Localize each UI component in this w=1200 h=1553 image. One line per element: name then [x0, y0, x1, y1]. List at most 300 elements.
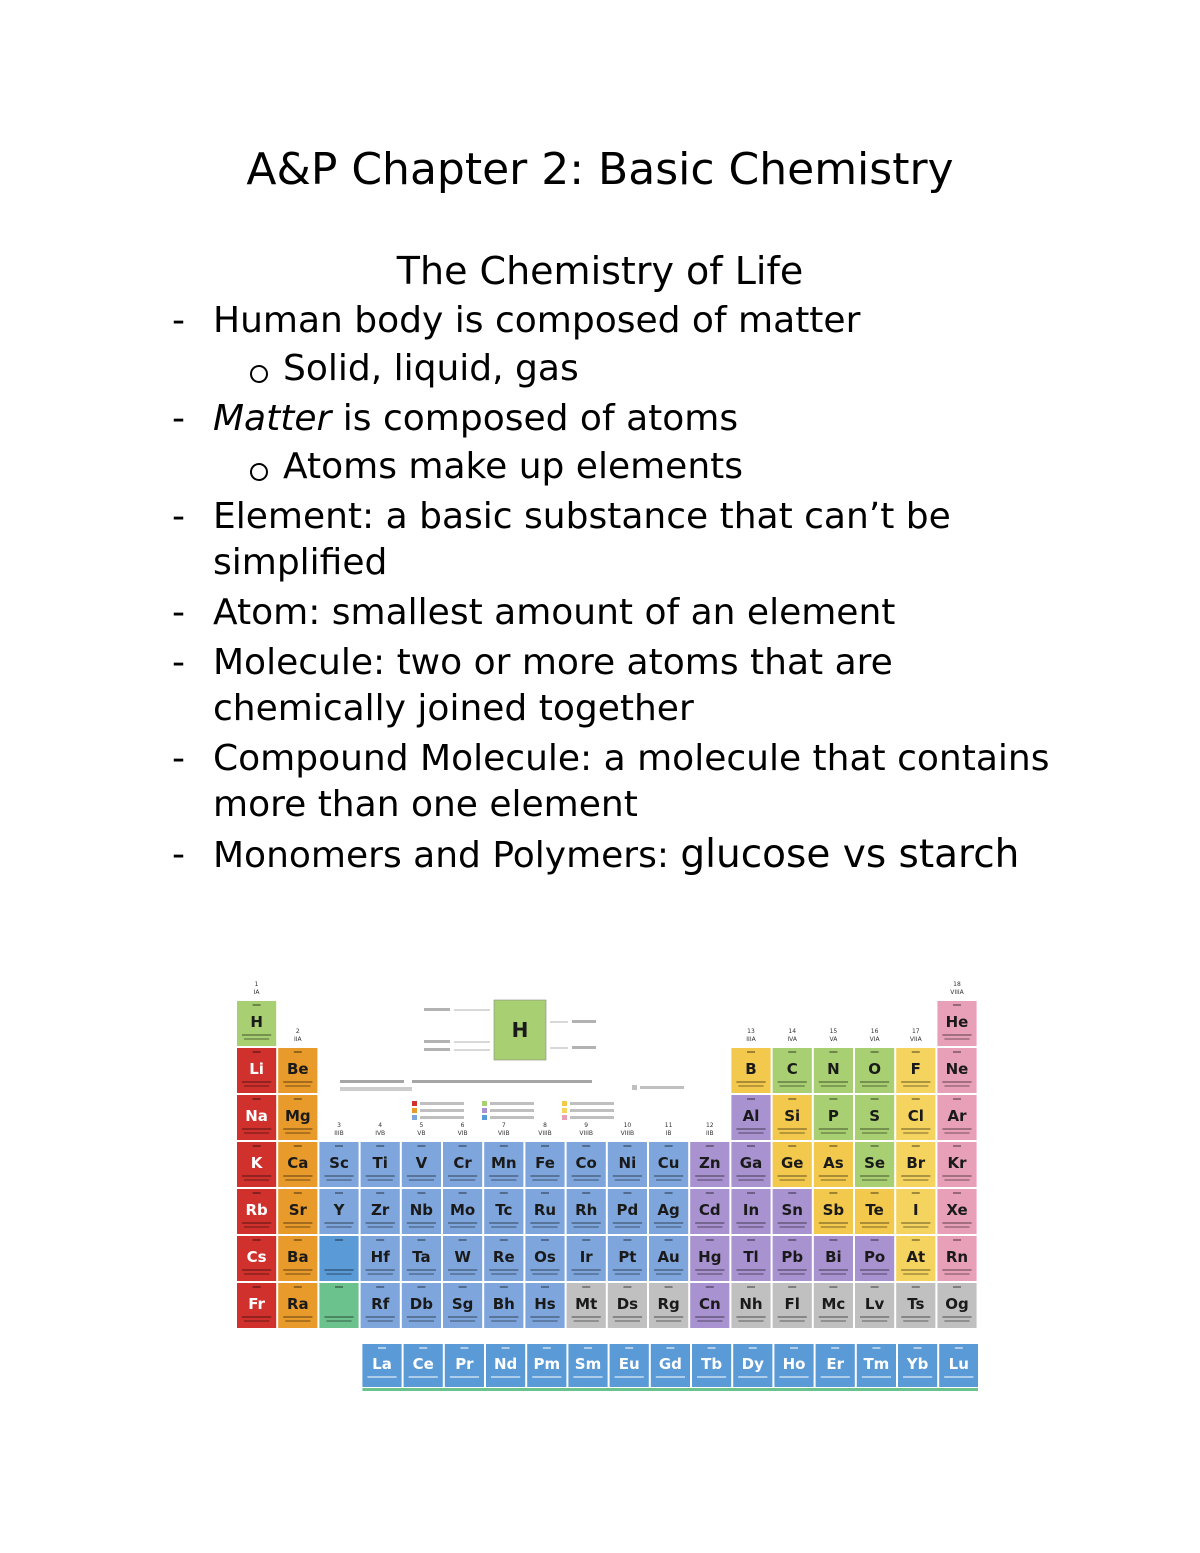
element-Ti-number-mark [376, 1145, 384, 1147]
element-Au-symbol: Au [657, 1248, 680, 1266]
element-Zr-caption-mark [366, 1222, 395, 1224]
group-label: VIIB [497, 1130, 510, 1137]
element-Ca-caption-mark [285, 1179, 310, 1181]
lanthanide-caption-mark [409, 1376, 438, 1378]
element-C-symbol: C [786, 1060, 798, 1078]
group-label: 15 [829, 1028, 838, 1035]
element-Co-caption-mark [572, 1175, 601, 1177]
element-Sn-symbol: Sn [781, 1201, 803, 1219]
group-label: 17 [911, 1028, 920, 1035]
element-Rn-number-mark [953, 1239, 961, 1241]
element-Hs-caption-mark [530, 1316, 559, 1318]
element-Ir-number-mark [582, 1239, 590, 1241]
element-Pb-number-mark [788, 1239, 796, 1241]
element-Mg-caption-mark [285, 1132, 310, 1134]
element-series-caption-mark [324, 1269, 353, 1271]
element-Cl-caption-mark [901, 1128, 930, 1130]
group-label: 4 [378, 1122, 383, 1129]
element-He-caption-mark [944, 1038, 969, 1040]
element-Ba-symbol: Ba [287, 1248, 309, 1266]
group-label: 11 [664, 1122, 673, 1129]
bullet-text: Compound Molecule: a molecule that contains more than one element [213, 738, 1050, 825]
lanthanide-caption-mark [779, 1376, 808, 1378]
element-Ds-caption-mark [613, 1316, 642, 1318]
lanthanide-symbol: Sm [574, 1355, 602, 1373]
element-Rh-caption-mark [572, 1222, 601, 1224]
element-Zn-number-mark [706, 1145, 714, 1147]
element-Rh-number-mark [582, 1192, 590, 1194]
element-F-caption-mark [903, 1085, 928, 1087]
legend-caption-mark [424, 1040, 450, 1043]
element-Al-number-mark [747, 1098, 755, 1100]
element-Se-number-mark [871, 1145, 879, 1147]
dash-marker: - [172, 738, 185, 779]
element-Se-symbol: Se [864, 1154, 886, 1172]
element-As-caption-mark [821, 1179, 846, 1181]
lanthanide-number-mark [460, 1347, 468, 1349]
actinide-row-strip [362, 1388, 978, 1391]
element-B-symbol: B [745, 1060, 757, 1078]
element-Po-caption-mark [862, 1273, 887, 1275]
element-Tl-number-mark [747, 1239, 755, 1241]
element-Og-caption-mark [944, 1320, 969, 1322]
legend-key-symbol: H [511, 1018, 529, 1042]
element-At-symbol: At [906, 1248, 926, 1266]
lanthanide-symbol: Dy [741, 1355, 764, 1373]
element-Lv-caption-mark [862, 1320, 887, 1322]
page-title: A&P Chapter 2: Basic Chemistry [246, 144, 954, 195]
element-Mg-caption-mark [283, 1128, 312, 1130]
element-Rb-caption-mark [242, 1222, 271, 1224]
lanthanide-number-mark [502, 1347, 510, 1349]
element-Br-symbol: Br [906, 1154, 926, 1172]
element-Ba-caption-mark [285, 1273, 310, 1275]
element-Ga-symbol: Ga [739, 1154, 763, 1172]
legend-caption-mark [420, 1102, 464, 1105]
lanthanide-number-mark [419, 1347, 427, 1349]
sub-bullet-text: Atoms make up elements [283, 446, 744, 487]
element-Ca-symbol: Ca [287, 1154, 309, 1172]
dash-marker: - [172, 398, 185, 439]
lanthanide-caption-mark [862, 1376, 891, 1378]
element-Cu-caption-mark [656, 1179, 681, 1181]
bullet-text: Atom: smallest amount of an element [213, 592, 896, 633]
element-Y-symbol: Y [333, 1201, 345, 1219]
element-I-caption-mark [901, 1222, 930, 1224]
element-F-number-mark [912, 1051, 920, 1053]
legend-swatch [412, 1115, 417, 1120]
element-Bi-caption-mark [821, 1273, 846, 1275]
legend-caption-mark [424, 1048, 450, 1051]
group-label: 12 [705, 1122, 714, 1129]
element-Fr-caption-mark [244, 1320, 269, 1322]
element-Sc-caption-mark [324, 1175, 353, 1177]
element-He-number-mark [953, 1004, 961, 1006]
element-Au-caption-mark [656, 1273, 681, 1275]
element-Rn-caption-mark [944, 1273, 969, 1275]
element-Po-symbol: Po [863, 1248, 886, 1266]
lanthanide-caption-mark [656, 1376, 685, 1378]
element-Mo-caption-mark [450, 1226, 475, 1228]
element-C-number-mark [788, 1051, 796, 1053]
element-Hg-caption-mark [697, 1273, 722, 1275]
element-Xe-symbol: Xe [946, 1201, 968, 1219]
element-Pd-number-mark [623, 1192, 631, 1194]
element-Li-caption-mark [244, 1085, 269, 1087]
legend-caption-mark [420, 1116, 464, 1119]
group-label: IB [665, 1130, 672, 1137]
element-Ta-symbol: Ta [412, 1248, 431, 1266]
element-Nh-number-mark [747, 1286, 755, 1288]
element-Sc-number-mark [335, 1145, 343, 1147]
element-At-caption-mark [903, 1273, 928, 1275]
element-Sb-caption-mark [819, 1222, 848, 1224]
element-Y-caption-mark [324, 1222, 353, 1224]
group-label: VIIIB [579, 1130, 593, 1137]
element-Rf-symbol: Rf [371, 1295, 390, 1313]
dash-marker: - [172, 834, 185, 875]
element-Lv-symbol: Lv [864, 1295, 885, 1313]
group-label: 8 [543, 1122, 547, 1129]
element-Bh-number-mark [500, 1286, 508, 1288]
element-Li-number-mark [253, 1051, 261, 1053]
element-O-symbol: O [868, 1060, 881, 1078]
element-series-number-mark [335, 1239, 343, 1241]
element-Fe-caption-mark [530, 1175, 559, 1177]
element-Fe-number-mark [541, 1145, 549, 1147]
element-series-caption-mark [326, 1273, 351, 1275]
element-Sr-caption-mark [283, 1222, 312, 1224]
element-Ti-symbol: Ti [372, 1154, 388, 1172]
element-Cn-caption-mark [695, 1316, 724, 1318]
element-N-caption-mark [819, 1081, 848, 1083]
group-label: 1 [254, 981, 259, 988]
element-O-caption-mark [860, 1081, 889, 1083]
element-Ru-caption-mark [530, 1222, 559, 1224]
element-Zn-symbol: Zn [699, 1154, 721, 1172]
element-Ne-symbol: Ne [945, 1060, 969, 1078]
element-Ta-caption-mark [409, 1273, 434, 1275]
lanthanide-number-mark [749, 1347, 757, 1349]
element-Si-number-mark [788, 1098, 796, 1100]
element-Ra-symbol: Ra [286, 1295, 309, 1313]
element-Hg-number-mark [706, 1239, 714, 1241]
lanthanide-number-mark [955, 1347, 963, 1349]
element-Sr-symbol: Sr [288, 1201, 307, 1219]
bullet-atoms [172, 396, 1052, 442]
lanthanide-caption-mark [573, 1376, 602, 1378]
element-Cs-caption-mark [244, 1273, 269, 1275]
sub-bullet-text: Solid, liquid, gas [283, 348, 579, 389]
element-Ti-caption-mark [368, 1179, 393, 1181]
element-P-caption-mark [821, 1132, 846, 1134]
lanthanide-number-mark [790, 1347, 798, 1349]
element-Rf-caption-mark [368, 1320, 393, 1322]
lanthanide-caption-mark [532, 1376, 561, 1378]
legend-caption-mark [570, 1109, 614, 1112]
element-Kr-caption-mark [942, 1175, 971, 1177]
element-Mt-caption-mark [574, 1320, 599, 1322]
legend-caption-mark [490, 1102, 534, 1105]
element-Cl-number-mark [912, 1098, 920, 1100]
lanthanide-symbol: Ce [412, 1355, 434, 1373]
element-Ir-caption-mark [572, 1269, 601, 1271]
element-I-number-mark [912, 1192, 920, 1194]
element-Mg-symbol: Mg [284, 1107, 311, 1125]
element-Pt-symbol: Pt [618, 1248, 637, 1266]
element-Nh-caption-mark [736, 1316, 765, 1318]
element-S-caption-mark [860, 1128, 889, 1130]
element-Ca-caption-mark [283, 1175, 312, 1177]
group-label: IIIB [334, 1130, 344, 1137]
element-Db-caption-mark [407, 1316, 436, 1318]
element-Cr-number-mark [459, 1145, 467, 1147]
group-label: 9 [584, 1122, 589, 1129]
element-Ds-symbol: Ds [616, 1295, 639, 1313]
element-Og-number-mark [953, 1286, 961, 1288]
legend-caption-mark [340, 1087, 412, 1091]
element-Ni-caption-mark [613, 1175, 642, 1177]
group-label: IA [253, 989, 260, 996]
lanthanide-symbol: Pr [455, 1355, 474, 1373]
periodic-table-image [232, 975, 978, 1400]
legend-swatch [482, 1101, 487, 1106]
element-Zr-number-mark [376, 1192, 384, 1194]
element-Os-caption-mark [530, 1269, 559, 1271]
element-Rb-number-mark [253, 1192, 261, 1194]
element-Db-number-mark [417, 1286, 425, 1288]
legend-swatch [562, 1108, 567, 1113]
element-Be-caption-mark [285, 1085, 310, 1087]
element-Ds-number-mark [623, 1286, 631, 1288]
lanthanide-symbol: Tm [863, 1355, 890, 1373]
element-Mg-number-mark [294, 1098, 302, 1100]
element-Tl-caption-mark [738, 1273, 763, 1275]
element-Hf-caption-mark [368, 1273, 393, 1275]
element-Cd-caption-mark [697, 1226, 722, 1228]
element-H-symbol: H [250, 1013, 263, 1031]
element-Cl-symbol: Cl [907, 1107, 924, 1125]
element-Rb-symbol: Rb [245, 1201, 268, 1219]
element-H-caption-mark [244, 1038, 269, 1040]
element-Pt-caption-mark [613, 1269, 642, 1271]
element-Ag-number-mark [665, 1192, 673, 1194]
legend-swatch [482, 1108, 487, 1113]
lanthanide-caption-mark [491, 1376, 520, 1378]
element-Mo-caption-mark [448, 1222, 477, 1224]
element-As-caption-mark [819, 1175, 848, 1177]
lanthanide-symbol: La [372, 1355, 392, 1373]
element-H-caption-mark [242, 1034, 271, 1036]
element-Sr-number-mark [294, 1192, 302, 1194]
group-label: VIIIB [620, 1130, 635, 1137]
element-Ca-number-mark [294, 1145, 302, 1147]
element-Au-number-mark [665, 1239, 673, 1241]
element-Mn-caption-mark [489, 1175, 518, 1177]
lanthanide-symbol: Nd [493, 1355, 518, 1373]
legend-caption-mark [340, 1080, 404, 1083]
element-Sb-number-mark [829, 1192, 837, 1194]
element-Fe-symbol: Fe [535, 1154, 555, 1172]
element-Bi-caption-mark [819, 1269, 848, 1271]
element-Ts-caption-mark [903, 1320, 928, 1322]
legend-swatch [412, 1101, 417, 1106]
periodic-table-svg [232, 975, 978, 1400]
element-C-caption-mark [778, 1081, 807, 1083]
legend-swatch [482, 1115, 487, 1120]
element-Xe-caption-mark [942, 1222, 971, 1224]
element-Tc-number-mark [500, 1192, 508, 1194]
element-Sr-caption-mark [285, 1226, 310, 1228]
element-Ru-number-mark [541, 1192, 549, 1194]
element-Ru-symbol: Ru [533, 1201, 557, 1219]
element-Rf-number-mark [376, 1286, 384, 1288]
element-Rg-caption-mark [656, 1320, 681, 1322]
element-Cn-caption-mark [697, 1320, 722, 1322]
lanthanide-symbol: Er [826, 1355, 845, 1373]
element-P-number-mark [829, 1098, 837, 1100]
element-Ag-caption-mark [654, 1222, 683, 1224]
lanthanide-symbol: Gd [658, 1355, 682, 1373]
element-Mn-caption-mark [491, 1179, 516, 1181]
element-Po-number-mark [871, 1239, 879, 1241]
group-label: VIB [457, 1130, 468, 1137]
element-F-caption-mark [901, 1081, 930, 1083]
element-Ar-caption-mark [942, 1128, 971, 1130]
element-Sg-caption-mark [450, 1320, 475, 1322]
element-Ir-caption-mark [574, 1273, 599, 1275]
element-Na-symbol: Na [245, 1107, 268, 1125]
element-Ni-symbol: Ni [618, 1154, 637, 1172]
element-O-caption-mark [862, 1085, 887, 1087]
lanthanide-symbol: Yb [906, 1355, 929, 1373]
element-Rg-caption-mark [654, 1316, 683, 1318]
element-Mo-symbol: Mo [449, 1201, 476, 1219]
group-label: IIB [705, 1130, 714, 1137]
element-N-number-mark [829, 1051, 837, 1053]
element-Bh-symbol: Bh [492, 1295, 515, 1313]
element-series-number-mark [335, 1286, 343, 1288]
italic-term: Matter [213, 398, 332, 439]
lanthanide-number-mark [872, 1347, 880, 1349]
element-Hg-caption-mark [695, 1269, 724, 1271]
element-B-number-mark [747, 1051, 755, 1053]
element-V-symbol: V [415, 1154, 428, 1172]
element-Te-caption-mark [860, 1222, 889, 1224]
lanthanide-caption-mark [450, 1376, 479, 1378]
element-As-number-mark [829, 1145, 837, 1147]
element-series-caption-mark [324, 1316, 353, 1318]
element-Xe-caption-mark [944, 1226, 969, 1228]
element-Rn-caption-mark [942, 1269, 971, 1271]
lanthanide-number-mark [625, 1347, 633, 1349]
legend-caption-mark [570, 1102, 614, 1105]
group-label: IVA [787, 1036, 798, 1043]
element-Pd-caption-mark [613, 1222, 642, 1224]
element-Pb-symbol: Pb [781, 1248, 804, 1266]
element-Mc-caption-mark [819, 1316, 848, 1318]
element-Y-number-mark [335, 1192, 343, 1194]
element-He-caption-mark [942, 1034, 971, 1036]
bullet-molecule [172, 640, 1052, 732]
element-N-symbol: N [827, 1060, 840, 1078]
element-Fr-number-mark [253, 1286, 261, 1288]
element-Cu-symbol: Cu [657, 1154, 680, 1172]
bullet-text: Monomers and Polymers: [213, 835, 681, 876]
element-K-caption-mark [242, 1175, 271, 1177]
element-Bi-number-mark [829, 1239, 837, 1241]
element-Rh-caption-mark [574, 1226, 599, 1228]
element-Cs-number-mark [253, 1239, 261, 1241]
element-Ne-caption-mark [944, 1085, 969, 1087]
element-Pb-caption-mark [778, 1269, 807, 1271]
element-Br-number-mark [912, 1145, 920, 1147]
sub-bullet-states [172, 346, 1052, 392]
lanthanide-number-mark [708, 1347, 716, 1349]
element-Sn-caption-mark [778, 1222, 807, 1224]
element-Be-caption-mark [283, 1081, 312, 1083]
element-Lv-caption-mark [860, 1316, 889, 1318]
lanthanide-number-mark [914, 1347, 922, 1349]
element-Pd-caption-mark [615, 1226, 640, 1228]
legend-caption-mark [412, 1080, 592, 1083]
element-Db-caption-mark [409, 1320, 434, 1322]
element-In-number-mark [747, 1192, 755, 1194]
element-Nb-caption-mark [409, 1226, 434, 1228]
element-Rn-symbol: Rn [945, 1248, 969, 1266]
element-Ti-caption-mark [366, 1175, 395, 1177]
element-Si-symbol: Si [784, 1107, 801, 1125]
element-Fl-number-mark [788, 1286, 796, 1288]
element-Na-caption-mark [242, 1128, 271, 1130]
element-Si-caption-mark [778, 1128, 807, 1130]
lanthanide-caption-mark [903, 1376, 932, 1378]
element-Nh-caption-mark [738, 1320, 763, 1322]
element-O-number-mark [871, 1051, 879, 1053]
element-Zr-caption-mark [368, 1226, 393, 1228]
element-W-caption-mark [448, 1269, 477, 1271]
element-S-symbol: S [869, 1107, 881, 1125]
lanthanide-symbol: Eu [618, 1355, 640, 1373]
element-Ge-symbol: Ge [780, 1154, 804, 1172]
element-V-caption-mark [407, 1175, 436, 1177]
element-Br-caption-mark [903, 1179, 928, 1181]
element-As-symbol: As [823, 1154, 844, 1172]
element-Mo-number-mark [459, 1192, 467, 1194]
group-label: VA [829, 1036, 838, 1043]
element-Rh-symbol: Rh [575, 1201, 598, 1219]
element-Hs-symbol: Hs [534, 1295, 556, 1313]
element-Cd-caption-mark [695, 1222, 724, 1224]
element-Te-caption-mark [862, 1226, 887, 1228]
element-V-caption-mark [409, 1179, 434, 1181]
element-Pt-caption-mark [615, 1273, 640, 1275]
element-P-symbol: P [827, 1107, 839, 1125]
lanthanide-caption-mark [944, 1376, 973, 1378]
element-Cd-number-mark [706, 1192, 714, 1194]
element-Bh-caption-mark [489, 1316, 518, 1318]
element-V-number-mark [417, 1145, 425, 1147]
element-In-symbol: In [742, 1201, 760, 1219]
element-Cd-symbol: Cd [698, 1201, 721, 1219]
lanthanide-caption-mark [615, 1376, 644, 1378]
element-K-symbol: K [250, 1154, 263, 1172]
element-C-caption-mark [780, 1085, 805, 1087]
lanthanide-caption-mark [821, 1376, 850, 1378]
element-Cu-number-mark [665, 1145, 673, 1147]
element-Ba-number-mark [294, 1239, 302, 1241]
element-Ar-number-mark [953, 1098, 961, 1100]
